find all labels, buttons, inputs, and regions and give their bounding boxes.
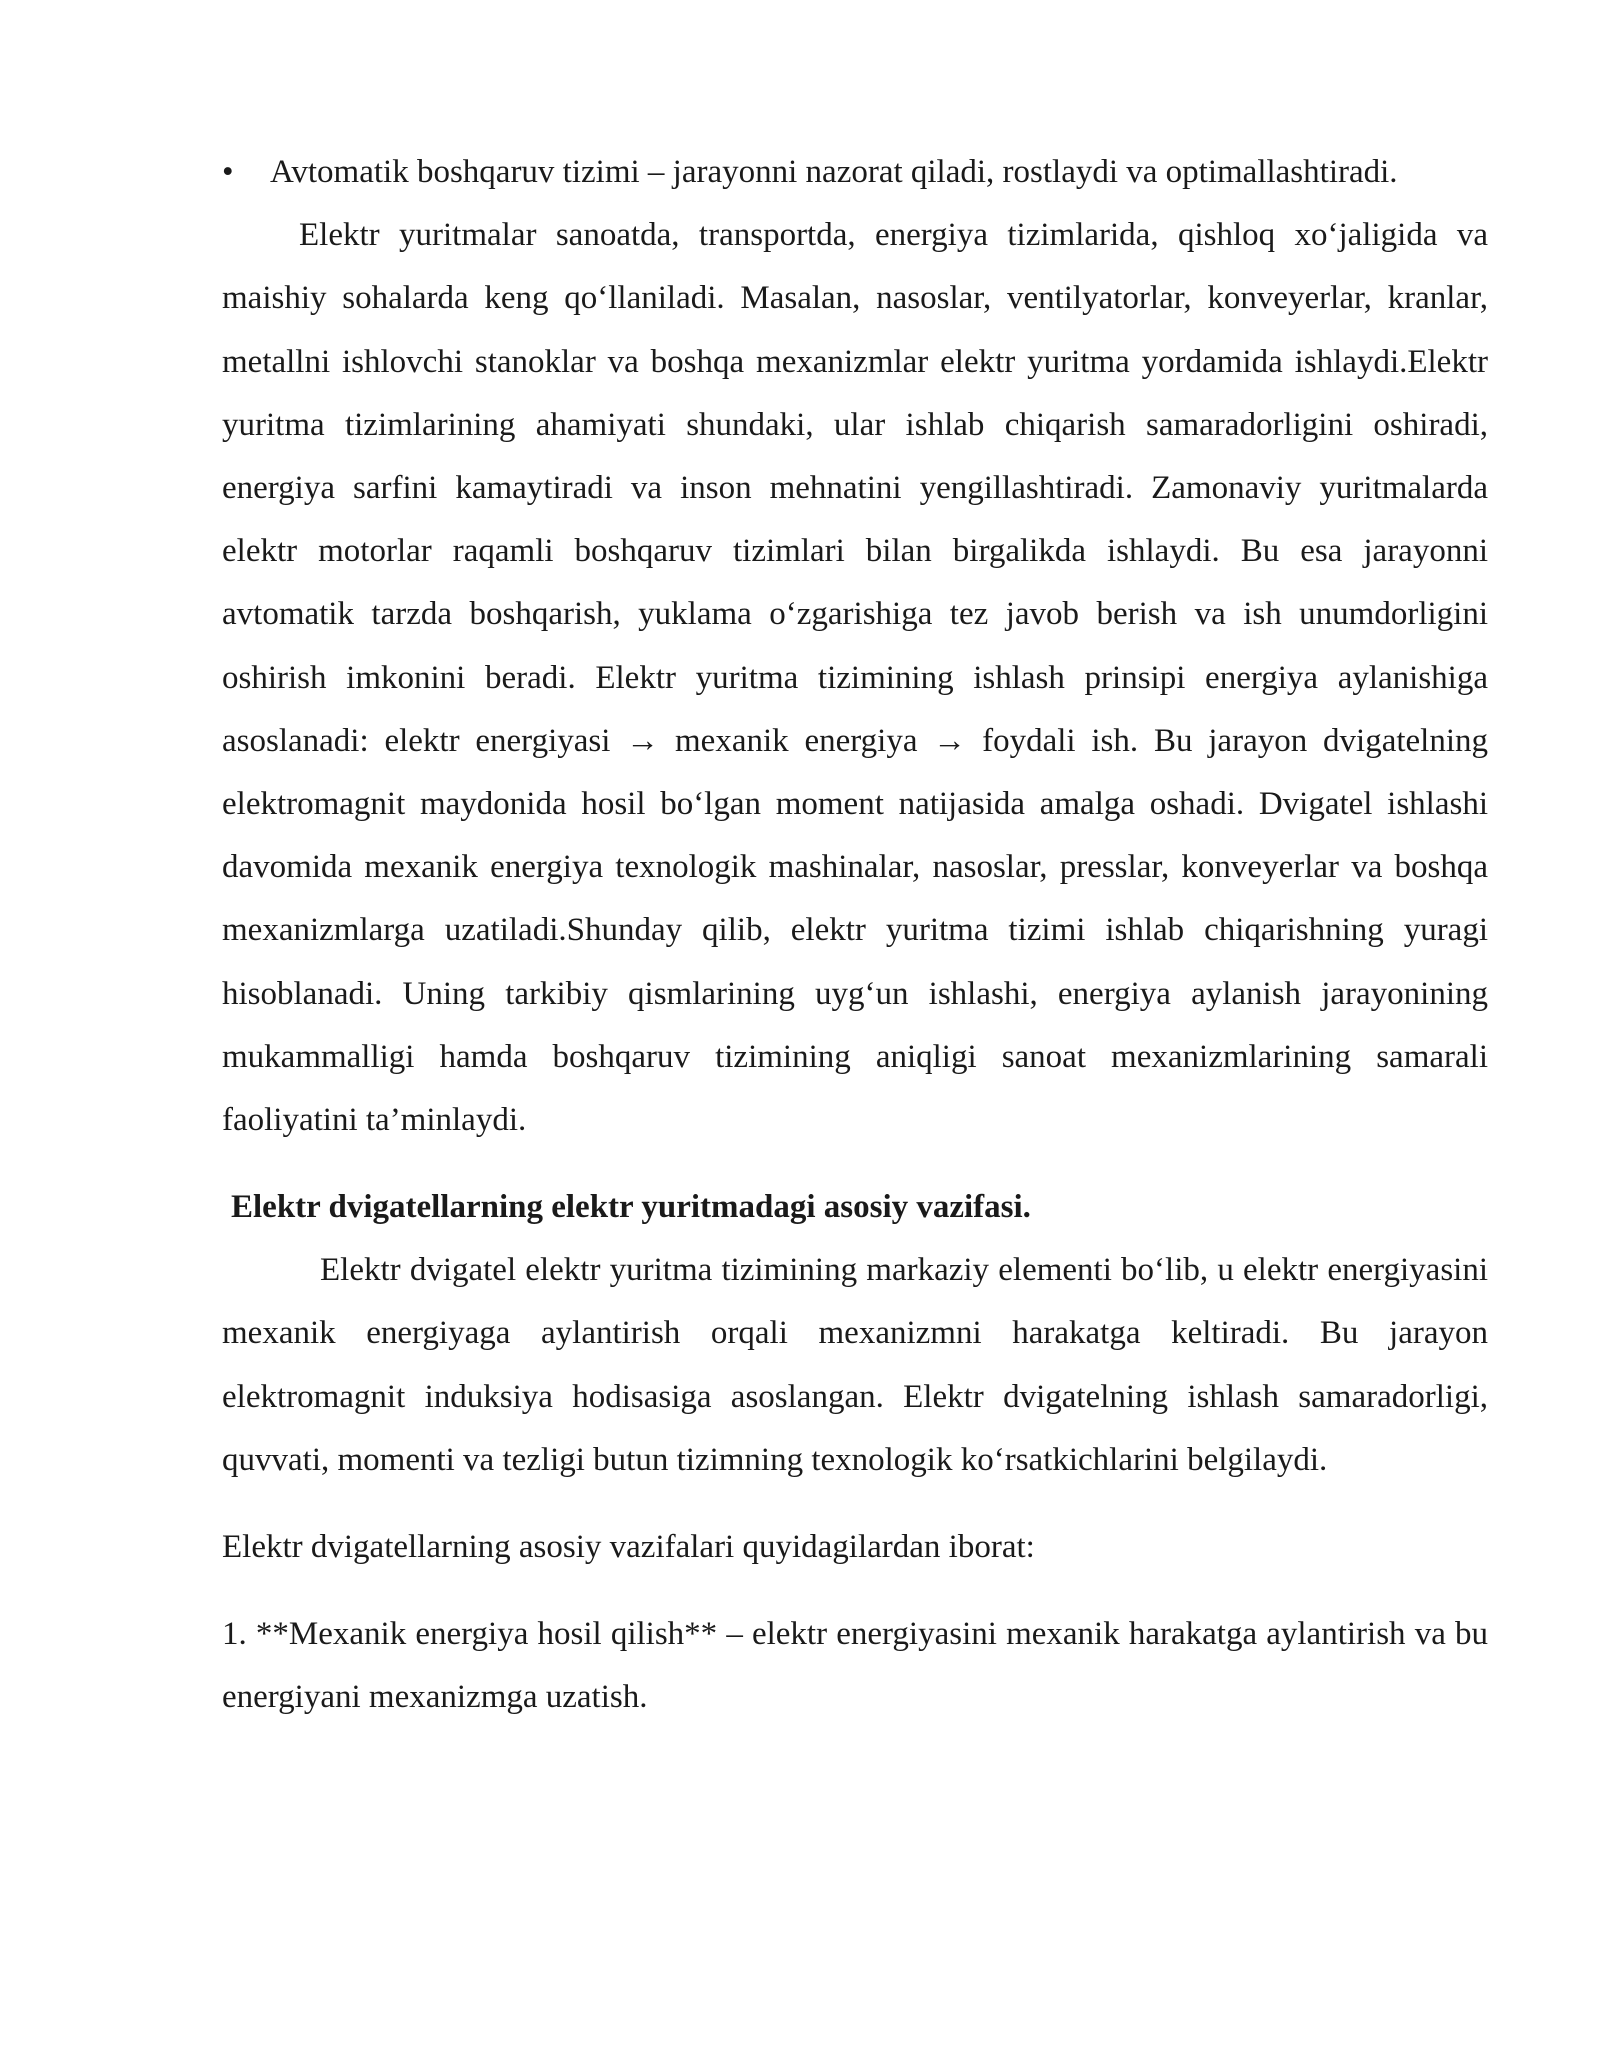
bullet-text: Avtomatik boshqaruv tizimi – jarayonni nazorat qiladi, rostlaydi va optimallashtiradi. — [270, 154, 1398, 190]
bullet-item — [222, 141, 1488, 204]
list-intro: Elektr dvigatellarning asosiy vazifalari quyidagilardan iborat: — [222, 1529, 1035, 1566]
section-heading: Elektr dvigatellarning elektr yuritmadagi asosiy vazifasi. — [231, 1189, 1031, 1226]
main-paragraph: Elektr yuritmalar sanoatda, transportda, energiya tizimlarida, qishloq xo‘jaligida va maishiy sohalarda keng qo‘llaniladi. Masalan, nasoslar, ventilyatorlar, konveyerlar, kranlar, metallni ishlovchi stanoklar va boshqa mexanizmlar elektr yuritma yordamida ishlaydi.Elektr yuritma tizimlarining ahamiyati shundaki, ular ishlab chiqarish samaradorligini oshiradi, energiya sarfini kamaytiradi va inson mehnatini yengillashtiradi. Zamonaviy yuritmalarda elektr motorlar raqamli boshqaruv tizimlari bilan birgalikda ishlaydi. Bu esa jarayonni avtomatik tarzda boshqarish, yuklama o‘zgarishiga tez javob berish va ish unumdorligini oshirish imkonini beradi. Elektr yuritma tizimining ishlash prinsipi energiya aylanishiga asoslanadi: elektr energiyasi → mexanik energiya → foydali ish. Bu jarayon dvigatelning elektromagnit maydonida hosil bo‘lgan moment natijasida amalga oshadi. Dvigatel ishlashi davomida mexanik energiya texnologik mashinalar, nasoslar, presslar, konveyerlar va boshqa mexanizmlarga uzatiladi.Shunday qilib, elektr yuritma tizimi ishlab chiqarishning yuragi hisoblanadi. Uning tarkibiy qismlarining uyg‘un ishlashi, energiya aylanish jarayonining mukammalligi hamda boshqaruv tizimining aniqligi sanoat mexanizmlarining samarali faoliyatini ta’minlaydi. — [222, 217, 1488, 1139]
motor-paragraph: Elektr dvigatel elektr yuritma tizimining markaziy elementi bo‘lib, u elektr energiyasini mexanik energiyaga aylantirish orqali mexanizmni harakatga keltiradi. Bu jarayon elektromagnit induksiya hodisasiga asoslangan. Elektr dvigatelning ishlash samaradorligi, quvvati, momenti va tezligi butun tizimning texnologik ko‘rsatkichlarini belgilaydi. — [222, 1252, 1488, 1478]
document-body — [222, 141, 1488, 1730]
list-item-1: 1. **Mexanik energiya hosil qilish** – elektr energiyasini mexanik harakatga aylantirish va bu energiyani mexanizmga uzatish. — [222, 1616, 1488, 1716]
bullet-marker: • — [222, 154, 234, 190]
